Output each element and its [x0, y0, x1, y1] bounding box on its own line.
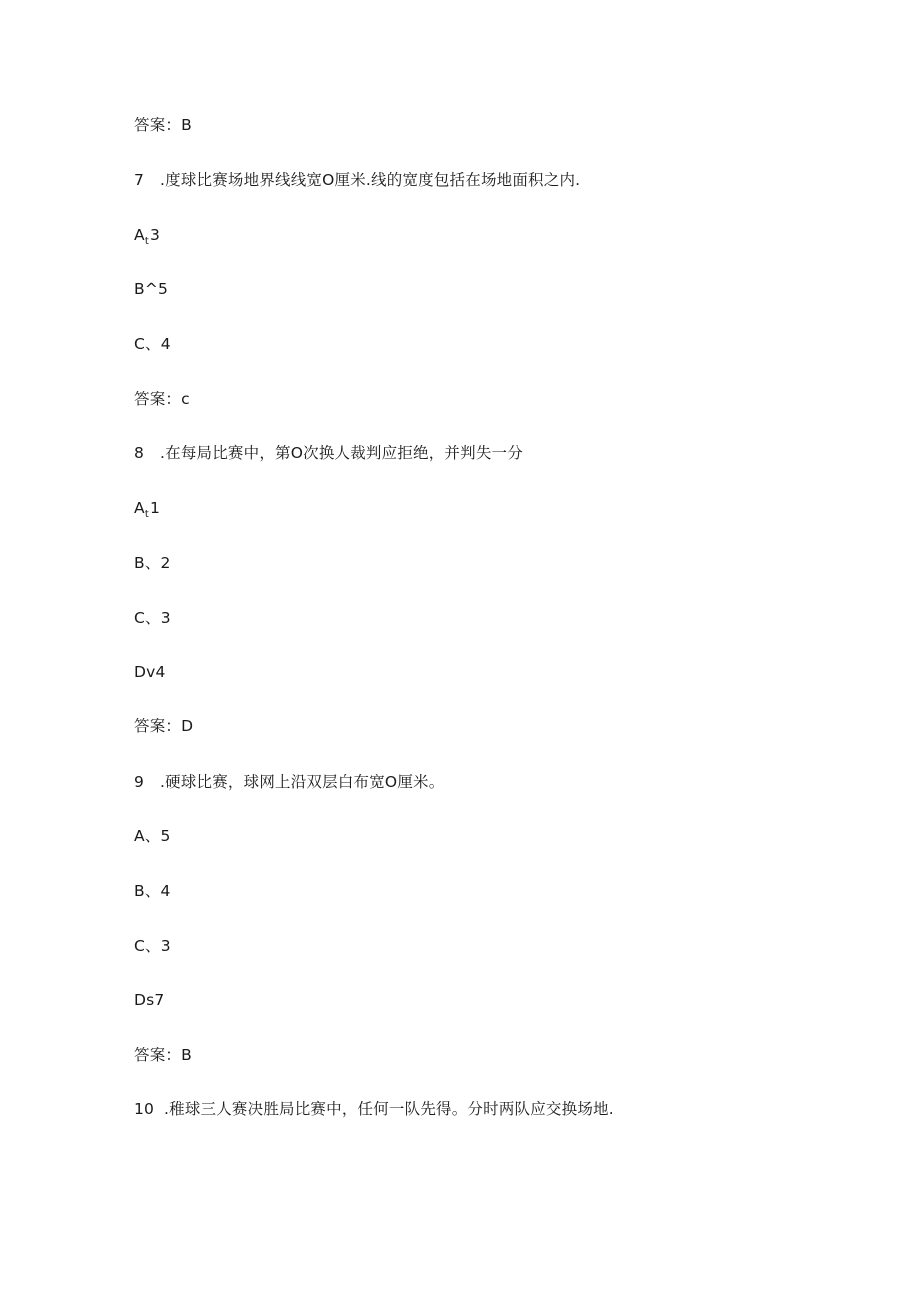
option-letter: A [134, 226, 145, 244]
option-c [134, 936, 171, 956]
answer-text: 答案：D [134, 717, 194, 735]
question-number: 8 [134, 444, 145, 462]
question-number: 7 [134, 171, 145, 189]
option-b [134, 553, 171, 573]
question-7 [134, 170, 580, 190]
question-9 [134, 772, 444, 792]
option-letter: A [134, 499, 145, 517]
option-c [134, 334, 171, 354]
question-text: .稚球三人赛决胜局比赛中，任何一队先得。分时两队应交换场地. [164, 1100, 614, 1118]
option-value: 3 [149, 226, 160, 244]
question-text: .在每局比赛中，第O次换人裁判应拒绝，并判失一分 [160, 444, 523, 462]
option-text: C、3 [134, 609, 171, 627]
question-text: .度球比赛场地界线线宽O厘米.线的宽度包括在场地面积之内. [160, 171, 581, 189]
question-number: 10 [134, 1100, 155, 1118]
option-d [134, 990, 164, 1010]
question-10 [134, 1099, 614, 1119]
option-mark: t [144, 236, 149, 247]
option-text: B、2 [134, 554, 171, 572]
option-mark: t [144, 509, 149, 520]
answer-text: 答案：B [134, 1046, 192, 1064]
answer-line [134, 716, 193, 736]
option-c [134, 608, 171, 628]
question-number: 9 [134, 773, 145, 791]
answer-text: 答案：B [134, 116, 192, 134]
option-text: Ds7 [134, 991, 165, 1009]
answer-line [134, 115, 192, 135]
option-a [134, 826, 171, 846]
option-b [134, 279, 168, 299]
question-text: .硬球比赛，球网上沿双层白布宽O厘米。 [160, 773, 445, 791]
option-a [134, 225, 160, 248]
option-d [134, 662, 166, 682]
question-8 [134, 443, 523, 463]
option-text: C、3 [134, 937, 171, 955]
option-text: C、4 [134, 335, 171, 353]
option-text: Dv4 [134, 663, 166, 681]
option-text: B、4 [134, 882, 171, 900]
answer-line [134, 389, 190, 409]
option-b [134, 881, 171, 901]
answer-text: 答案：c [134, 390, 190, 408]
answer-line [134, 1045, 192, 1065]
option-text: A、5 [134, 827, 171, 845]
option-a [134, 498, 160, 521]
option-value: 1 [149, 499, 160, 517]
option-text: B^5 [134, 280, 169, 298]
